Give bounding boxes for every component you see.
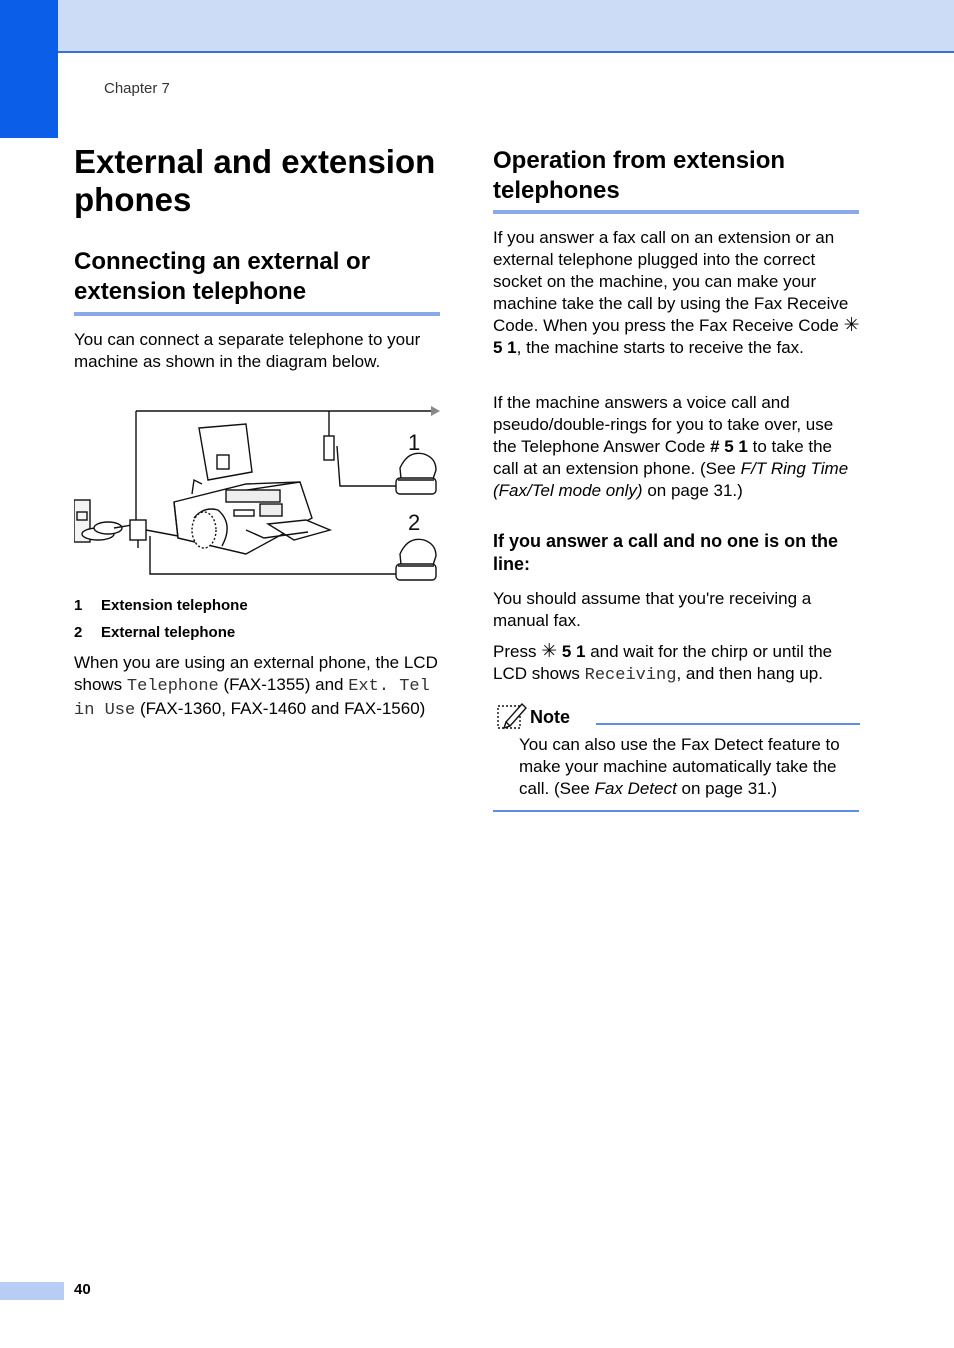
- text-run: and wait for the chirp or until the LCD shows: [493, 642, 833, 683]
- section-rule-left: [74, 312, 440, 316]
- note-pencil-icon: [496, 700, 528, 730]
- note-top-rule: [596, 723, 860, 725]
- code-text: 5 1: [557, 642, 586, 661]
- text-run: Press: [493, 642, 542, 661]
- text-run: (FAX-1355) and: [218, 675, 349, 694]
- lcd-text: Ext. Tel in Use: [74, 677, 430, 720]
- caption-number: 2: [74, 624, 83, 641]
- connection-diagram: [74, 398, 444, 584]
- caption-extension: [74, 597, 248, 615]
- header-rule: [58, 51, 954, 53]
- star-icon: ✳: [843, 315, 860, 336]
- page-number: 40: [74, 1281, 91, 1298]
- note-label: Note: [530, 707, 570, 727]
- caption-number: 1: [74, 597, 83, 614]
- text-run: (FAX-1360, FAX-1460 and FAX-1560): [135, 699, 426, 718]
- text-run: on page 31.): [676, 779, 777, 798]
- note-header: [494, 700, 860, 730]
- caption-text: External telephone: [101, 624, 236, 641]
- page-title: External and extension phones: [74, 143, 436, 218]
- manual-fax-paragraph: You should assume that you're receiving a manual fax.: [493, 589, 812, 630]
- chapter-tab: [0, 0, 58, 138]
- text-run: , the machine starts to receive the fax.: [516, 338, 804, 357]
- section-heading-connecting: Connecting an external or extension telephone: [74, 248, 371, 305]
- text-run: You can also use the Fax Detect feature to make your machine automatically take the call. (See: [519, 735, 840, 798]
- press-code-paragraph: [493, 641, 861, 687]
- text-run: , and then hang up.: [676, 664, 823, 683]
- caption-external: [74, 624, 235, 642]
- caption-text: Extension telephone: [101, 597, 248, 614]
- lcd-paragraph: [74, 652, 444, 722]
- fax-receive-paragraph: [493, 227, 861, 359]
- chapter-label: Chapter 7: [104, 80, 170, 97]
- text-run: If the machine answers a voice call and pseudo/double-rings for you to take over, use the Telephone Answer Code: [493, 393, 834, 456]
- intro-paragraph: You can connect a separate telephone to your machine as shown in the diagram below.: [74, 330, 421, 371]
- text-run: If you answer a fax call on an extension or an external telephone plugged into the correct socket on the machine, you can make your machine take the call by using the Fax Receive Code. When you press the Fax Receive Code: [493, 228, 849, 335]
- note-body: [519, 734, 861, 800]
- lcd-text: Receiving: [584, 666, 677, 685]
- diagram-label-2: 2: [408, 510, 421, 535]
- section-rule-right: [493, 210, 859, 214]
- code-text: # 5 1: [710, 437, 748, 456]
- cross-reference: Fax Detect: [594, 779, 677, 798]
- cross-reference: F/T Ring Time (Fax/Tel mode only): [493, 459, 849, 500]
- star-icon: ✳: [541, 641, 558, 662]
- answer-code-paragraph: [493, 392, 861, 502]
- header-band: [0, 0, 954, 52]
- diagram-label-1: 1: [408, 430, 421, 455]
- footer-bar: [0, 1282, 64, 1300]
- note-bottom-rule: [493, 810, 859, 812]
- text-run: to take the call at an extension phone. (See: [493, 437, 833, 478]
- code-text: 5 1: [493, 338, 517, 357]
- text-run: on page 31.): [642, 481, 743, 500]
- subheading-no-one: If you answer a call and no one is on the line:: [493, 531, 839, 574]
- section-heading-operation: Operation from extension telephones: [493, 147, 786, 204]
- lcd-text: Telephone: [126, 677, 219, 696]
- text-run: When you are using an external phone, the LCD shows: [74, 653, 438, 694]
